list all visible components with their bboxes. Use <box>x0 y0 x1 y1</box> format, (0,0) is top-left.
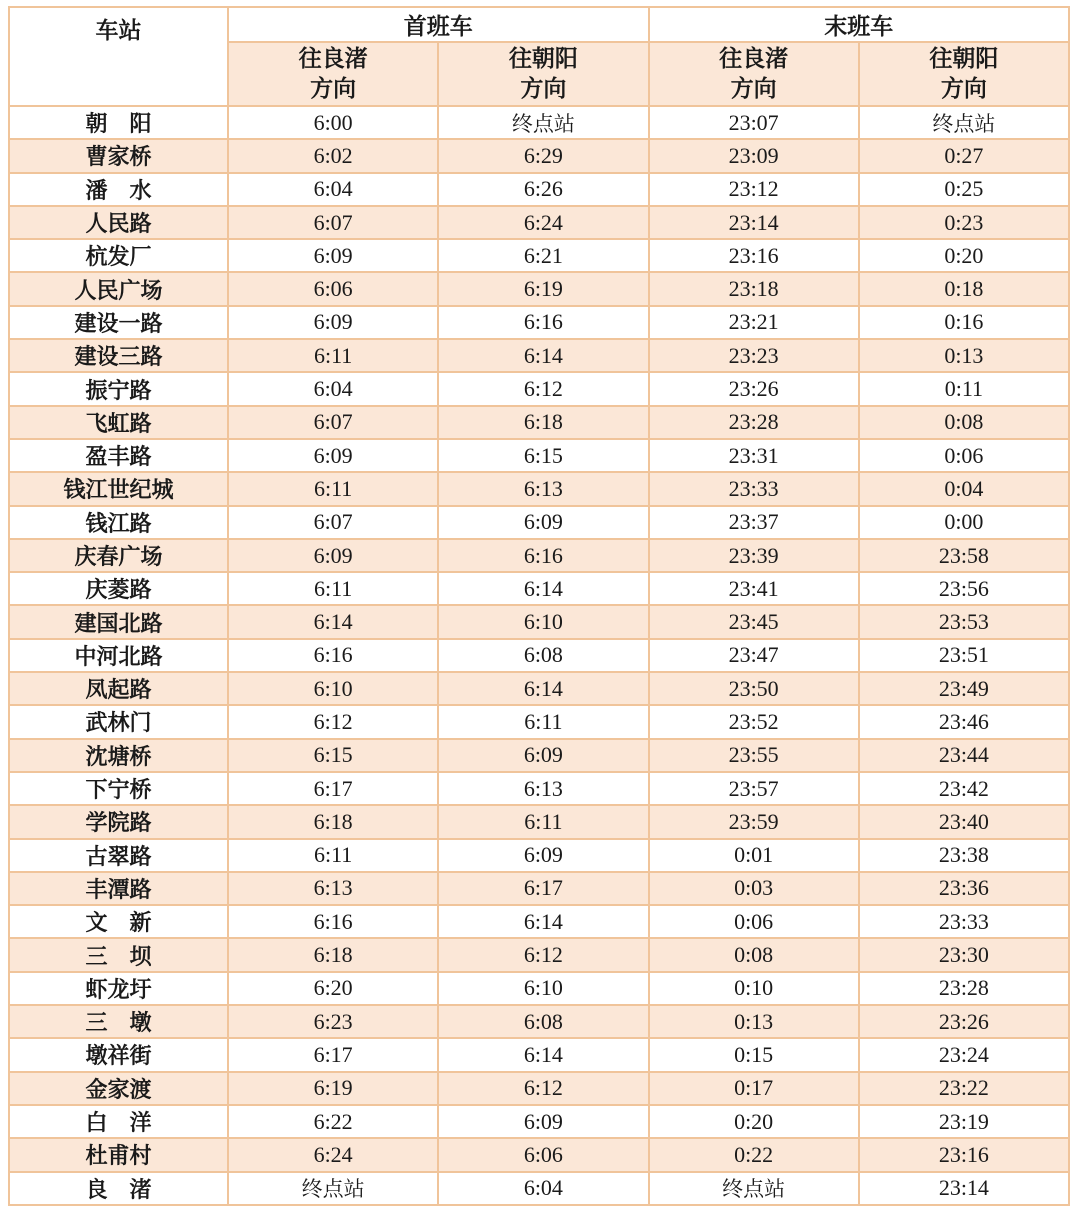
station-name: 朝 阳 <box>9 106 228 139</box>
first-train-liangzhu-time: 6:11 <box>228 472 438 505</box>
station-name: 人民路 <box>9 206 228 239</box>
last-train-chaoyang-time: 23:22 <box>859 1072 1069 1105</box>
first-train-liangzhu-time: 6:06 <box>228 272 438 305</box>
table-row <box>9 539 1069 572</box>
station-name: 沈塘桥 <box>9 739 228 772</box>
last-train-chaoyang-time: 23:30 <box>859 938 1069 971</box>
first-train-chaoyang-time: 终点站 <box>438 106 648 139</box>
table-row <box>9 672 1069 705</box>
first-train-liangzhu-time: 6:09 <box>228 539 438 572</box>
first-train-chaoyang-time: 6:14 <box>438 905 648 938</box>
last-train-chaoyang-time: 0:16 <box>859 306 1069 339</box>
last-train-liangzhu-time: 23:21 <box>649 306 859 339</box>
station-name: 人民广场 <box>9 272 228 305</box>
first-train-liangzhu-header: 往良渚 方向 <box>228 42 438 106</box>
last-train-chaoyang-time: 23:26 <box>859 1005 1069 1038</box>
last-train-liangzhu-time: 23:50 <box>649 672 859 705</box>
last-train-chaoyang-time: 23:36 <box>859 872 1069 905</box>
last-train-chaoyang-time: 0:27 <box>859 139 1069 172</box>
last-train-chaoyang-header: 往朝阳 方向 <box>859 42 1069 106</box>
last-train-liangzhu-header: 往良渚 方向 <box>649 42 859 106</box>
first-train-liangzhu-time: 6:23 <box>228 1005 438 1038</box>
last-train-chaoyang-time: 0:25 <box>859 173 1069 206</box>
table-row <box>9 306 1069 339</box>
station-name: 武林门 <box>9 705 228 738</box>
last-train-chaoyang-time: 23:51 <box>859 639 1069 672</box>
station-name: 下宁桥 <box>9 772 228 805</box>
last-train-chaoyang-time: 23:28 <box>859 972 1069 1005</box>
last-train-liangzhu-time: 0:22 <box>649 1138 859 1171</box>
last-train-chaoyang-time: 23:56 <box>859 572 1069 605</box>
station-name: 虾龙圩 <box>9 972 228 1005</box>
station-name: 建国北路 <box>9 605 228 638</box>
station-name: 曹家桥 <box>9 139 228 172</box>
station-name: 三 坝 <box>9 938 228 971</box>
first-train-chaoyang-time: 6:14 <box>438 672 648 705</box>
station-name: 飞虹路 <box>9 406 228 439</box>
station-name: 庆菱路 <box>9 572 228 605</box>
first-train-liangzhu-time: 6:11 <box>228 839 438 872</box>
station-name: 古翠路 <box>9 839 228 872</box>
last-train-liangzhu-time: 23:41 <box>649 572 859 605</box>
last-train-liangzhu-time: 0:03 <box>649 872 859 905</box>
table-row <box>9 239 1069 272</box>
station-name: 钱江路 <box>9 506 228 539</box>
table-row <box>9 905 1069 938</box>
last-train-liangzhu-time: 0:01 <box>649 839 859 872</box>
table-row <box>9 1005 1069 1038</box>
first-train-chaoyang-time: 6:13 <box>438 472 648 505</box>
last-train-liangzhu-time: 23:14 <box>649 206 859 239</box>
last-train-chaoyang-time: 0:13 <box>859 339 1069 372</box>
station-name: 良 渚 <box>9 1172 228 1205</box>
first-train-liangzhu-time: 6:04 <box>228 173 438 206</box>
station-name: 盈丰路 <box>9 439 228 472</box>
last-train-chaoyang-time: 23:42 <box>859 772 1069 805</box>
first-train-chaoyang-time: 6:24 <box>438 206 648 239</box>
first-train-liangzhu-time: 6:22 <box>228 1105 438 1138</box>
last-train-liangzhu-time: 23:23 <box>649 339 859 372</box>
last-train-chaoyang-time: 23:24 <box>859 1038 1069 1071</box>
last-train-liangzhu-time: 终点站 <box>649 1172 859 1205</box>
first-train-liangzhu-time: 6:18 <box>228 805 438 838</box>
last-train-chaoyang-time: 23:49 <box>859 672 1069 705</box>
first-train-chaoyang-time: 6:11 <box>438 705 648 738</box>
first-train-chaoyang-time: 6:09 <box>438 739 648 772</box>
first-train-chaoyang-time: 6:14 <box>438 1038 648 1071</box>
last-train-chaoyang-time: 23:53 <box>859 605 1069 638</box>
first-train-liangzhu-time: 终点站 <box>228 1172 438 1205</box>
first-train-liangzhu-time: 6:09 <box>228 239 438 272</box>
table-row <box>9 739 1069 772</box>
first-train-liangzhu-time: 6:09 <box>228 439 438 472</box>
last-train-liangzhu-time: 23:07 <box>649 106 859 139</box>
station-name: 白 洋 <box>9 1105 228 1138</box>
first-train-chaoyang-time: 6:10 <box>438 972 648 1005</box>
table-row <box>9 1105 1069 1138</box>
last-train-liangzhu-time: 23:26 <box>649 372 859 405</box>
first-train-chaoyang-time: 6:15 <box>438 439 648 472</box>
first-train-chaoyang-time: 6:11 <box>438 805 648 838</box>
last-train-liangzhu-time: 23:16 <box>649 239 859 272</box>
station-name: 丰潭路 <box>9 872 228 905</box>
station-name: 振宁路 <box>9 372 228 405</box>
last-train-chaoyang-time: 23:44 <box>859 739 1069 772</box>
station-name: 中河北路 <box>9 639 228 672</box>
last-train-chaoyang-time: 23:16 <box>859 1138 1069 1171</box>
table-row <box>9 938 1069 971</box>
station-name: 钱江世纪城 <box>9 472 228 505</box>
timetable-header <box>9 7 1069 106</box>
station-name: 金家渡 <box>9 1072 228 1105</box>
first-train-liangzhu-time: 6:04 <box>228 372 438 405</box>
station-name: 潘 水 <box>9 173 228 206</box>
table-row <box>9 1138 1069 1171</box>
last-train-liangzhu-time: 0:10 <box>649 972 859 1005</box>
first-train-liangzhu-time: 6:15 <box>228 739 438 772</box>
first-train-liangzhu-time: 6:07 <box>228 206 438 239</box>
last-train-liangzhu-time: 0:08 <box>649 938 859 971</box>
last-train-chaoyang-time: 23:40 <box>859 805 1069 838</box>
table-row <box>9 1072 1069 1105</box>
station-name: 杜甫村 <box>9 1138 228 1171</box>
first-train-liangzhu-time: 6:18 <box>228 938 438 971</box>
first-train-liangzhu-time: 6:13 <box>228 872 438 905</box>
first-train-chaoyang-time: 6:16 <box>438 306 648 339</box>
first-train-liangzhu-time: 6:20 <box>228 972 438 1005</box>
first-train-chaoyang-time: 6:21 <box>438 239 648 272</box>
first-train-header: 首班车 <box>228 7 649 42</box>
first-train-chaoyang-time: 6:29 <box>438 139 648 172</box>
timetable-body <box>9 106 1069 1205</box>
table-row <box>9 372 1069 405</box>
first-train-liangzhu-time: 6:16 <box>228 905 438 938</box>
first-train-chaoyang-time: 6:12 <box>438 372 648 405</box>
table-row <box>9 605 1069 638</box>
table-row <box>9 339 1069 372</box>
first-train-liangzhu-time: 6:17 <box>228 772 438 805</box>
first-train-liangzhu-time: 6:11 <box>228 339 438 372</box>
first-train-chaoyang-time: 6:08 <box>438 639 648 672</box>
station-name: 三 墩 <box>9 1005 228 1038</box>
station-name: 凤起路 <box>9 672 228 705</box>
last-train-liangzhu-time: 0:06 <box>649 905 859 938</box>
last-train-chaoyang-time: 0:08 <box>859 406 1069 439</box>
table-row <box>9 406 1069 439</box>
first-train-chaoyang-time: 6:26 <box>438 173 648 206</box>
table-row <box>9 639 1069 672</box>
last-train-chaoyang-time: 23:14 <box>859 1172 1069 1205</box>
last-train-liangzhu-time: 23:37 <box>649 506 859 539</box>
first-train-liangzhu-time: 6:14 <box>228 605 438 638</box>
last-train-chaoyang-time: 23:19 <box>859 1105 1069 1138</box>
first-train-chaoyang-time: 6:16 <box>438 539 648 572</box>
last-train-liangzhu-time: 0:13 <box>649 1005 859 1038</box>
first-train-chaoyang-time: 6:19 <box>438 272 648 305</box>
first-train-liangzhu-time: 6:16 <box>228 639 438 672</box>
table-row <box>9 572 1069 605</box>
first-train-chaoyang-time: 6:18 <box>438 406 648 439</box>
last-train-chaoyang-time: 0:04 <box>859 472 1069 505</box>
last-train-chaoyang-time: 23:58 <box>859 539 1069 572</box>
last-train-chaoyang-time: 终点站 <box>859 106 1069 139</box>
last-train-liangzhu-time: 23:28 <box>649 406 859 439</box>
first-train-liangzhu-time: 6:07 <box>228 506 438 539</box>
table-row <box>9 206 1069 239</box>
last-train-chaoyang-time: 0:00 <box>859 506 1069 539</box>
table-row <box>9 173 1069 206</box>
first-train-chaoyang-time: 6:17 <box>438 872 648 905</box>
last-train-liangzhu-time: 23:55 <box>649 739 859 772</box>
first-train-liangzhu-time: 6:02 <box>228 139 438 172</box>
first-train-liangzhu-time: 6:24 <box>228 1138 438 1171</box>
first-train-chaoyang-time: 6:14 <box>438 572 648 605</box>
last-train-liangzhu-time: 0:20 <box>649 1105 859 1138</box>
last-train-liangzhu-time: 23:31 <box>649 439 859 472</box>
first-train-chaoyang-header: 往朝阳 方向 <box>438 42 648 106</box>
last-train-chaoyang-time: 0:11 <box>859 372 1069 405</box>
first-train-chaoyang-time: 6:08 <box>438 1005 648 1038</box>
first-train-liangzhu-time: 6:11 <box>228 572 438 605</box>
last-train-liangzhu-time: 23:45 <box>649 605 859 638</box>
table-row <box>9 439 1069 472</box>
table-row <box>9 472 1069 505</box>
table-row <box>9 772 1069 805</box>
last-train-chaoyang-time: 23:38 <box>859 839 1069 872</box>
first-train-chaoyang-time: 6:09 <box>438 506 648 539</box>
last-train-liangzhu-time: 23:52 <box>649 705 859 738</box>
station-name: 建设一路 <box>9 306 228 339</box>
first-train-chaoyang-time: 6:09 <box>438 839 648 872</box>
first-train-liangzhu-time: 6:12 <box>228 705 438 738</box>
last-train-liangzhu-time: 23:47 <box>649 639 859 672</box>
first-train-liangzhu-time: 6:07 <box>228 406 438 439</box>
table-row <box>9 839 1069 872</box>
first-train-liangzhu-time: 6:10 <box>228 672 438 705</box>
station-name: 杭发厂 <box>9 239 228 272</box>
first-train-liangzhu-time: 6:17 <box>228 1038 438 1071</box>
last-train-liangzhu-time: 23:12 <box>649 173 859 206</box>
last-train-chaoyang-time: 0:20 <box>859 239 1069 272</box>
station-name: 墩祥街 <box>9 1038 228 1071</box>
last-train-liangzhu-time: 23:59 <box>649 805 859 838</box>
last-train-liangzhu-time: 23:33 <box>649 472 859 505</box>
table-row <box>9 972 1069 1005</box>
last-train-liangzhu-time: 0:17 <box>649 1072 859 1105</box>
table-row <box>9 139 1069 172</box>
first-train-chaoyang-time: 6:13 <box>438 772 648 805</box>
last-train-chaoyang-time: 0:23 <box>859 206 1069 239</box>
last-train-liangzhu-time: 23:57 <box>649 772 859 805</box>
last-train-chaoyang-time: 23:33 <box>859 905 1069 938</box>
first-train-chaoyang-time: 6:09 <box>438 1105 648 1138</box>
first-train-chaoyang-time: 6:06 <box>438 1138 648 1171</box>
last-train-chaoyang-time: 0:18 <box>859 272 1069 305</box>
last-train-liangzhu-time: 23:09 <box>649 139 859 172</box>
last-train-chaoyang-time: 23:46 <box>859 705 1069 738</box>
table-row <box>9 106 1069 139</box>
first-train-chaoyang-time: 6:12 <box>438 938 648 971</box>
first-train-chaoyang-time: 6:04 <box>438 1172 648 1205</box>
station-name: 学院路 <box>9 805 228 838</box>
table-row <box>9 1038 1069 1071</box>
station-name: 建设三路 <box>9 339 228 372</box>
first-train-liangzhu-time: 6:09 <box>228 306 438 339</box>
station-name: 文 新 <box>9 905 228 938</box>
last-train-liangzhu-time: 23:18 <box>649 272 859 305</box>
table-row <box>9 506 1069 539</box>
table-row <box>9 805 1069 838</box>
table-row <box>9 272 1069 305</box>
last-train-chaoyang-time: 0:06 <box>859 439 1069 472</box>
first-train-chaoyang-time: 6:12 <box>438 1072 648 1105</box>
table-row <box>9 705 1069 738</box>
first-train-liangzhu-time: 6:00 <box>228 106 438 139</box>
first-train-chaoyang-time: 6:14 <box>438 339 648 372</box>
table-row <box>9 872 1069 905</box>
timetable <box>8 6 1070 1206</box>
last-train-liangzhu-time: 23:39 <box>649 539 859 572</box>
first-train-liangzhu-time: 6:19 <box>228 1072 438 1105</box>
last-train-liangzhu-time: 0:15 <box>649 1038 859 1071</box>
table-row <box>9 1172 1069 1205</box>
last-train-header: 末班车 <box>649 7 1070 42</box>
station-column-header: 车站 <box>9 7 228 106</box>
station-name: 庆春广场 <box>9 539 228 572</box>
first-train-chaoyang-time: 6:10 <box>438 605 648 638</box>
